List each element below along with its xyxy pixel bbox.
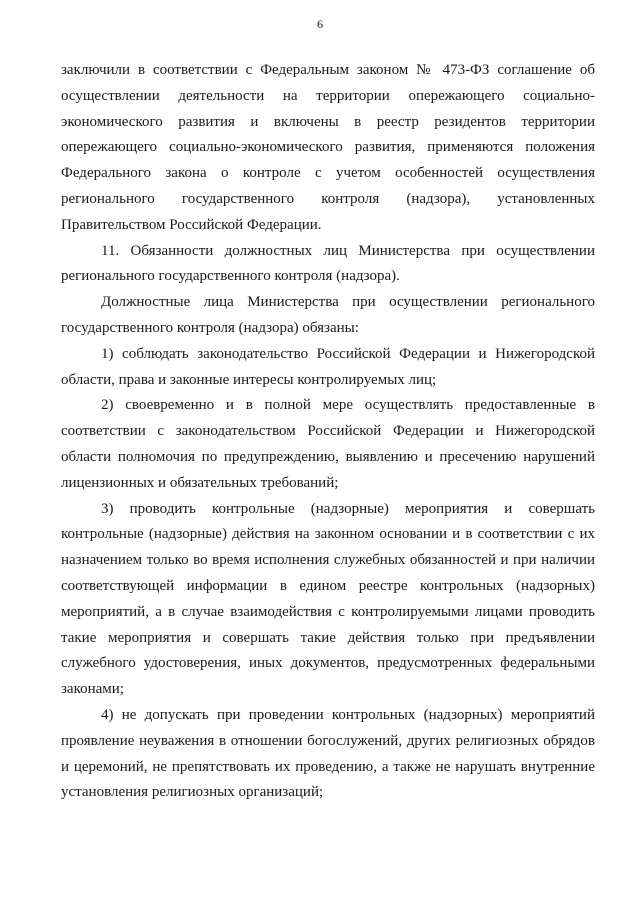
- paragraph-section-11-heading: 11. Обязанности должностных лиц Министерства при осуществлении регионального государственного контроля (надзора).: [61, 242, 595, 285]
- document-body: [61, 58, 595, 806]
- list-item-3: 3) проводить контрольные (надзорные) мероприятия и совершать контрольные (надзорные) действия на законном основании и в соответствии с их назначением только во время исполнения служебных обязанностей и при наличии соответствующей информации в едином реестре контрольных (надзорных) мероприятий, а в случае взаимодействия с контролируемыми лицами проводить такие мероприятия и совершать такие действия только при предъявлении служебного удостоверения, иных документов, предусмотренных федеральными законами;: [61, 500, 595, 698]
- list-item-4: 4) не допускать при проведении контрольных (надзорных) мероприятий проявление неуважения в отношении богослужений, других религиозных обрядов и церемоний, не препятствовать их проведению, а также не нарушать внутренние установления религиозных организаций;: [61, 706, 595, 801]
- paragraph-continuation: заключили в соответствии с Федеральным законом № 473-ФЗ соглашение об осуществлении деятельности на территории опережающего социально-экономического развития и включены в реестр резидентов территории опережающего социально-экономического развития, применяются положения Федерального закона о контроле с учетом особенностей осуществления регионального государственного контроля (надзора), установленных Правительством Российской Федерации.: [61, 62, 595, 233]
- list-item-1: 1) соблюдать законодательство Российской Федерации и Нижегородской области, права и законные интересы контролируемых лиц;: [61, 345, 595, 388]
- list-item-2: 2) своевременно и в полной мере осуществлять предоставленные в соответствии с законодательством Российской Федерации и Нижегородской области полномочия по предупреждению, выявлению и пресечению нарушений лицензионных и обязательных требований;: [61, 397, 595, 491]
- page-number: 6: [317, 17, 323, 31]
- paragraph-obligations-intro: Должностные лица Министерства при осуществлении регионального государственного контроля (надзора) обязаны:: [61, 294, 595, 336]
